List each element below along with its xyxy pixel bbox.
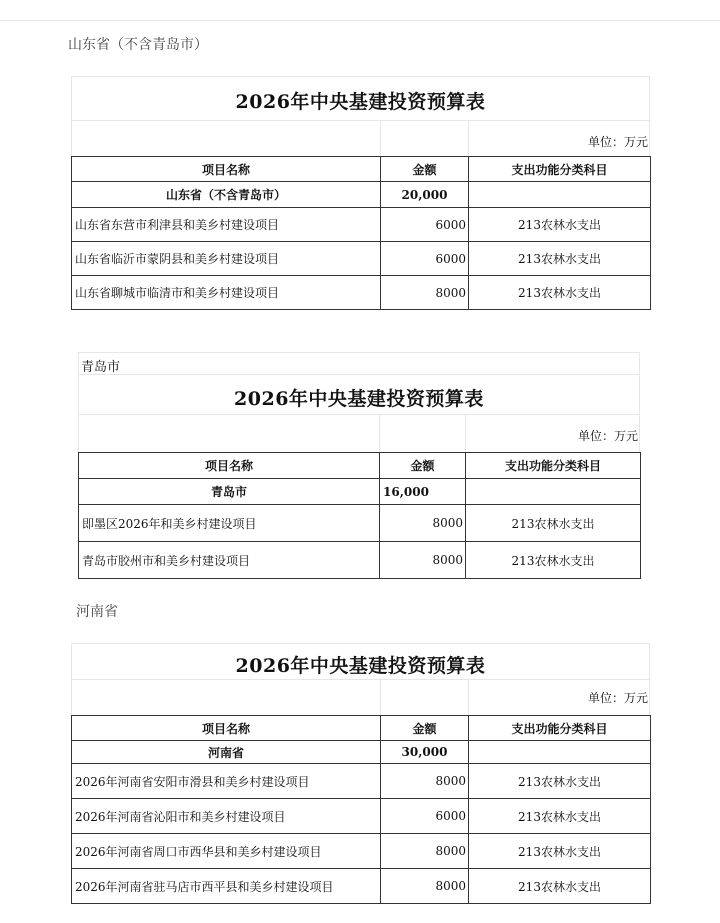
- unit-label: 单位：万元: [577, 429, 638, 443]
- row-amount: 6000: [381, 242, 469, 276]
- row-category: 213农林水支出: [469, 834, 651, 869]
- subtotal-amount: 20,000: [381, 182, 469, 208]
- subtotal-name: 河南省: [72, 741, 381, 764]
- row-category: 213农林水支出: [466, 505, 641, 542]
- row-category: 213农林水支出: [469, 799, 651, 834]
- row-amount: 8000: [381, 834, 469, 869]
- subtotal-name: 青岛市: [79, 479, 380, 505]
- header-category: 支出功能分类科目: [469, 157, 651, 182]
- budget-table-qingdao: [78, 352, 640, 580]
- budget-table-henan: [71, 643, 650, 905]
- top-divider: [0, 20, 720, 21]
- row-name: 即墨区2026年和美乡村建设项目: [79, 505, 380, 542]
- header-amount: 金额: [380, 453, 466, 479]
- row-amount: 6000: [381, 799, 469, 834]
- unit-label: 单位：万元: [587, 691, 648, 705]
- subtotal-row: [72, 741, 651, 764]
- header-category: 支出功能分类科目: [469, 716, 651, 741]
- row-name: 2026年河南省安阳市滑县和美乡村建设项目: [72, 764, 381, 799]
- row-category: 213农林水支出: [469, 764, 651, 799]
- unit-label: 单位：万元: [587, 135, 648, 149]
- row-category: 213农林水支出: [469, 276, 651, 310]
- row-category: 213农林水支出: [469, 242, 651, 276]
- subtotal-row: [79, 479, 641, 505]
- subtotal-name: 山东省（不含青岛市）: [72, 182, 381, 208]
- row-name: 2026年河南省周口市西华县和美乡村建设项目: [72, 834, 381, 869]
- row-category: 213农林水支出: [469, 869, 651, 904]
- table-row: [79, 505, 641, 542]
- subtotal-category: [469, 741, 651, 764]
- row-name: 山东省东营市利津县和美乡村建设项目: [72, 208, 381, 242]
- table-row: [72, 276, 651, 310]
- header-amount: 金额: [381, 157, 469, 182]
- table-row: [72, 834, 651, 869]
- row-amount: 6000: [381, 208, 469, 242]
- row-category: 213农林水支出: [466, 542, 641, 579]
- header-name: 项目名称: [79, 453, 380, 479]
- row-name: 2026年河南省驻马店市西平县和美乡村建设项目: [72, 869, 381, 904]
- subtotal-row: [72, 182, 651, 208]
- row-name: 山东省临沂市蒙阴县和美乡村建设项目: [72, 242, 381, 276]
- section-label-shandong: 山东省（不含青岛市）: [68, 37, 208, 53]
- row-name: 青岛市胶州市和美乡村建设项目: [79, 542, 380, 579]
- table-row: [72, 242, 651, 276]
- subtotal-amount: 30,000: [381, 741, 469, 764]
- header-amount: 金额: [381, 716, 469, 741]
- table-title: 2026年中央基建投资预算表: [234, 388, 484, 410]
- header-name: 项目名称: [72, 157, 381, 182]
- table-row: [79, 542, 641, 579]
- row-amount: 8000: [380, 505, 466, 542]
- section-label-qingdao: 青岛市: [81, 360, 121, 375]
- subtotal-category: [469, 182, 651, 208]
- row-name: 山东省聊城市临清市和美乡村建设项目: [72, 276, 381, 310]
- header-category: 支出功能分类科目: [466, 453, 641, 479]
- row-amount: 8000: [381, 764, 469, 799]
- section-label-henan: 河南省: [76, 604, 118, 620]
- table-title: 2026年中央基建投资预算表: [235, 655, 486, 677]
- row-amount: 8000: [381, 869, 469, 904]
- table-title: 2026年中央基建投资预算表: [235, 91, 486, 113]
- data-grid: [78, 452, 641, 579]
- row-name: 2026年河南省沁阳市和美乡村建设项目: [72, 799, 381, 834]
- data-grid: [71, 156, 651, 310]
- table-row: [72, 764, 651, 799]
- row-category: 213农林水支出: [469, 208, 651, 242]
- table-row: [72, 208, 651, 242]
- row-amount: 8000: [380, 542, 466, 579]
- row-amount: 8000: [381, 276, 469, 310]
- budget-table-shandong: [71, 76, 650, 312]
- table-row: [72, 869, 651, 904]
- data-grid: [71, 715, 651, 904]
- header-name: 项目名称: [72, 716, 381, 741]
- table-row: [72, 799, 651, 834]
- subtotal-category: [466, 479, 641, 505]
- subtotal-amount: 16,000: [380, 479, 466, 505]
